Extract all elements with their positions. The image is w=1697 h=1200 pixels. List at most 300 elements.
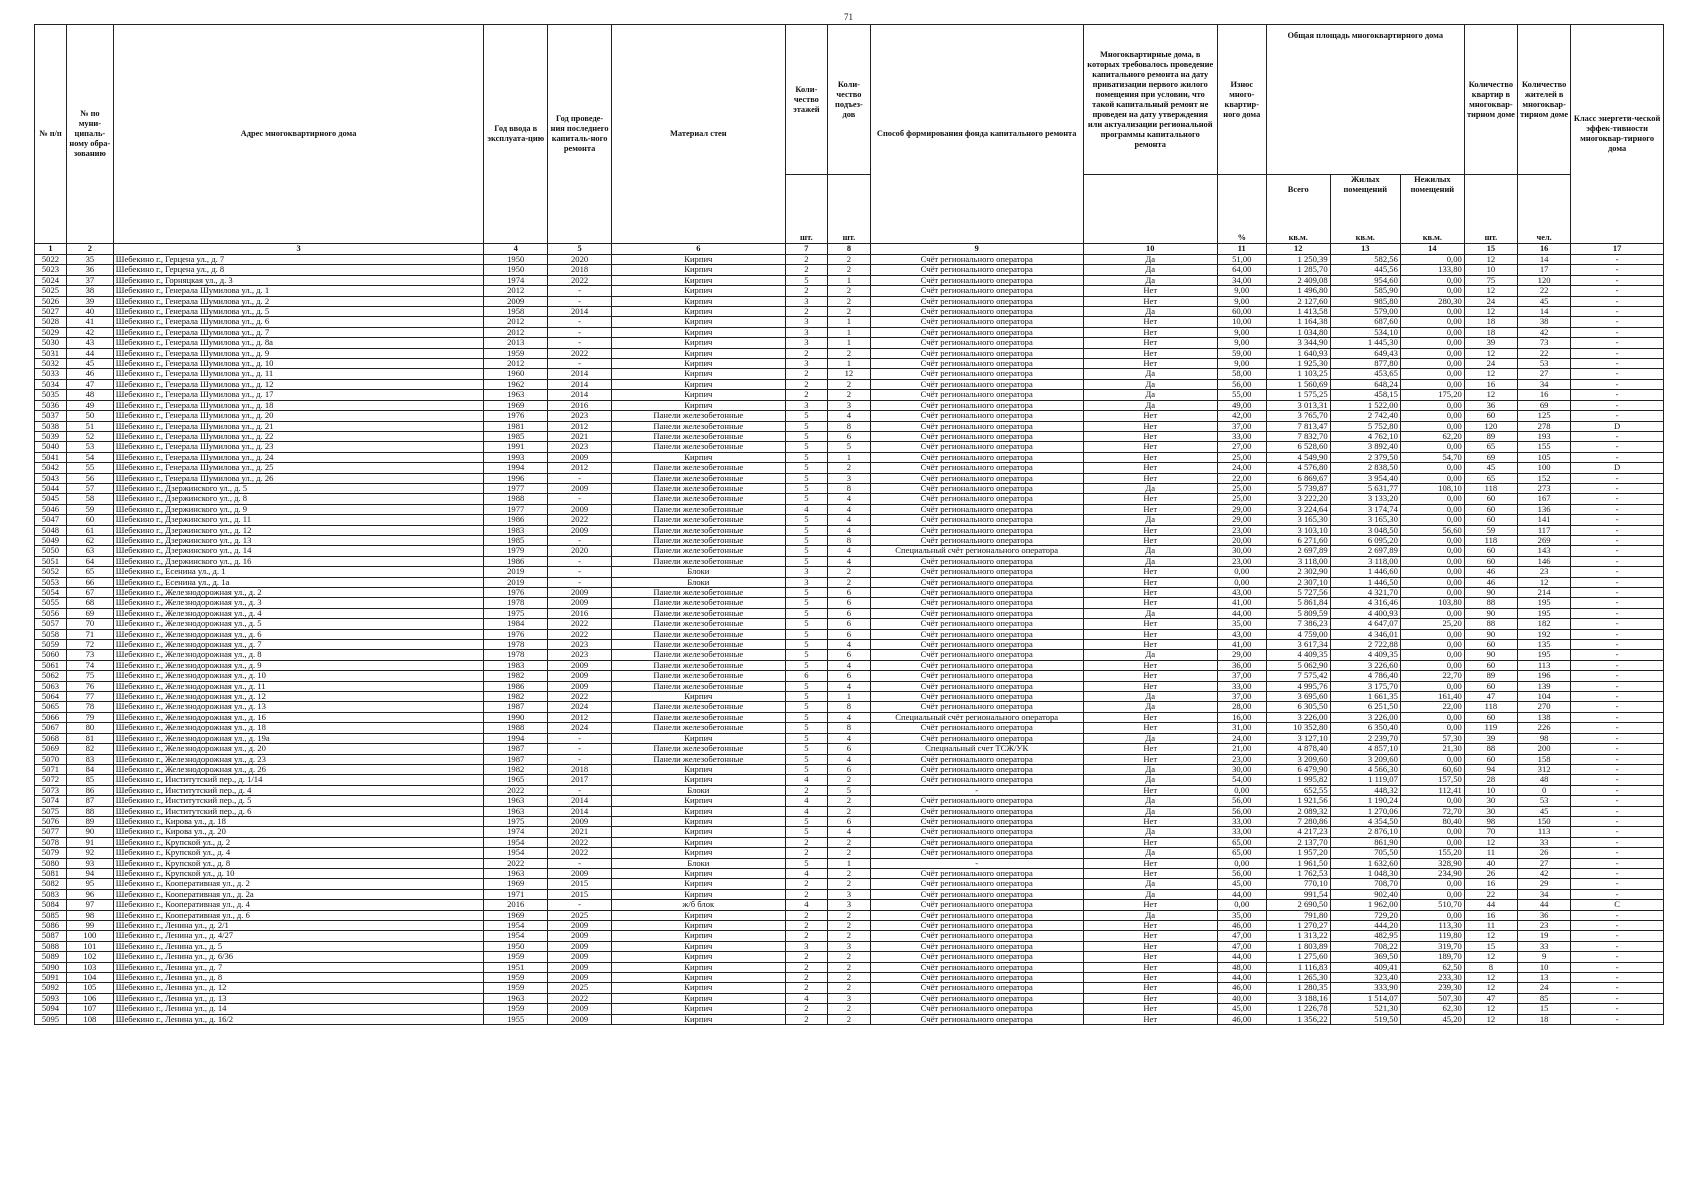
cell-wall-material: Кирпич bbox=[612, 962, 786, 972]
cell-apartments: 94 bbox=[1464, 764, 1517, 774]
cell-address: Шебекино г., Железнодорожная ул., д. 11 bbox=[113, 681, 484, 691]
cell-municipal-num: 35 bbox=[66, 255, 113, 265]
cell-last-repair: 2023 bbox=[548, 411, 612, 421]
cell-area-living: 3 226,00 bbox=[1330, 712, 1400, 722]
cell-municipal-num: 107 bbox=[66, 1004, 113, 1014]
cell-repair-required: Нет bbox=[1083, 431, 1217, 441]
cell-last-repair: 2022 bbox=[548, 275, 612, 285]
cell-fund-method: Счёт регионального оператора bbox=[870, 327, 1083, 337]
cell-row-num: 5059 bbox=[35, 640, 67, 650]
cell-area-total: 3 224,64 bbox=[1266, 504, 1330, 514]
cell-last-repair: 2021 bbox=[548, 827, 612, 837]
cell-year-built: 1977 bbox=[484, 504, 548, 514]
cell-repair-required: Да bbox=[1083, 546, 1217, 556]
cell-apartments: 16 bbox=[1464, 879, 1517, 889]
cell-area-living: 6 251,50 bbox=[1330, 702, 1400, 712]
cell-row-num: 5052 bbox=[35, 567, 67, 577]
cell-year-built: 1985 bbox=[484, 431, 548, 441]
cell-area-nonliving: 62,50 bbox=[1400, 962, 1464, 972]
cell-energy-class: - bbox=[1571, 931, 1664, 941]
unit-floors: шт. bbox=[785, 175, 828, 244]
cell-repair-required: Нет bbox=[1083, 411, 1217, 421]
cell-area-nonliving: 0,00 bbox=[1400, 411, 1464, 421]
cell-address: Шебекино г., Генерала Шумилова ул., д. 21 bbox=[113, 421, 484, 431]
cell-apartments: 60 bbox=[1464, 754, 1517, 764]
cell-repair-required: Нет bbox=[1083, 785, 1217, 795]
cell-apartments: 40 bbox=[1464, 858, 1517, 868]
cell-residents: 34 bbox=[1518, 379, 1571, 389]
cell-area-nonliving: 0,00 bbox=[1400, 327, 1464, 337]
cell-address: Шебекино г., Ленина ул., д. 13 bbox=[113, 993, 484, 1003]
cell-wall-material: Панели железобетонные bbox=[612, 504, 786, 514]
cell-floors: 5 bbox=[785, 275, 828, 285]
table-row bbox=[35, 764, 1664, 774]
cell-row-num: 5024 bbox=[35, 275, 67, 285]
cell-area-living: 579,00 bbox=[1330, 307, 1400, 317]
cell-area-total: 1 356,22 bbox=[1266, 1014, 1330, 1024]
cell-area-living: 1 048,30 bbox=[1330, 868, 1400, 878]
cell-area-living: 534,10 bbox=[1330, 327, 1400, 337]
unit-area-nonliving bbox=[1400, 175, 1464, 244]
cell-energy-class: - bbox=[1571, 473, 1664, 483]
cell-floors: 5 bbox=[785, 827, 828, 837]
cell-floors: 3 bbox=[785, 338, 828, 348]
cell-address: Шебекино г., Железнодорожная ул., д. 6 bbox=[113, 629, 484, 639]
cell-last-repair: 2009 bbox=[548, 483, 612, 493]
cell-municipal-num: 59 bbox=[66, 504, 113, 514]
page-number: 71 bbox=[844, 12, 853, 22]
cell-wear: 16,00 bbox=[1217, 712, 1266, 722]
cell-year-built: 1988 bbox=[484, 723, 548, 733]
cell-wear: 30,00 bbox=[1217, 546, 1266, 556]
cell-area-nonliving: 0,00 bbox=[1400, 660, 1464, 670]
cell-wall-material: Панели железобетонные bbox=[612, 754, 786, 764]
cell-municipal-num: 52 bbox=[66, 431, 113, 441]
cell-fund-method: Счёт регионального оператора bbox=[870, 692, 1083, 702]
cell-area-nonliving: 157,50 bbox=[1400, 775, 1464, 785]
cell-last-repair: - bbox=[548, 494, 612, 504]
cell-area-total: 3 209,60 bbox=[1266, 754, 1330, 764]
column-number: 17 bbox=[1571, 244, 1664, 255]
table-row bbox=[35, 296, 1664, 306]
cell-address: Шебекино г., Крупской ул., д. 10 bbox=[113, 868, 484, 878]
cell-repair-required: Нет bbox=[1083, 754, 1217, 764]
cell-repair-required: Да bbox=[1083, 764, 1217, 774]
cell-area-total: 1 313,22 bbox=[1266, 931, 1330, 941]
cell-floors: 5 bbox=[785, 588, 828, 598]
cell-apartments: 88 bbox=[1464, 598, 1517, 608]
cell-wall-material: Кирпич bbox=[612, 327, 786, 337]
cell-residents: 138 bbox=[1518, 712, 1571, 722]
table-body bbox=[35, 255, 1664, 1025]
cell-year-built: 1971 bbox=[484, 889, 548, 899]
cell-fund-method: Счёт регионального оператора bbox=[870, 525, 1083, 535]
cell-area-nonliving: 45,20 bbox=[1400, 1014, 1464, 1024]
cell-residents: 12 bbox=[1518, 577, 1571, 587]
cell-area-living: 648,24 bbox=[1330, 379, 1400, 389]
cell-year-built: 1996 bbox=[484, 473, 548, 483]
cell-row-num: 5078 bbox=[35, 837, 67, 847]
cell-row-num: 5036 bbox=[35, 400, 67, 410]
cell-area-nonliving: 133,80 bbox=[1400, 265, 1464, 275]
cell-address: Шебекино г., Генерала Шумилова ул., д. 20 bbox=[113, 411, 484, 421]
cell-area-living: 4 786,40 bbox=[1330, 671, 1400, 681]
cell-last-repair: 2012 bbox=[548, 463, 612, 473]
cell-wall-material: Кирпич bbox=[612, 452, 786, 462]
cell-area-living: 2 722,88 bbox=[1330, 640, 1400, 650]
cell-area-living: 1 445,30 bbox=[1330, 338, 1400, 348]
cell-year-built: 1986 bbox=[484, 556, 548, 566]
cell-residents: 143 bbox=[1518, 546, 1571, 556]
cell-row-num: 5040 bbox=[35, 442, 67, 452]
cell-repair-required: Нет bbox=[1083, 598, 1217, 608]
cell-fund-method: Счёт регионального оператора bbox=[870, 806, 1083, 816]
table-header bbox=[35, 25, 1664, 255]
cell-last-repair: 2009 bbox=[548, 525, 612, 535]
cell-residents: 36 bbox=[1518, 910, 1571, 920]
cell-entrances: 5 bbox=[828, 442, 871, 452]
cell-wear: 0,00 bbox=[1217, 567, 1266, 577]
cell-row-num: 5044 bbox=[35, 483, 67, 493]
cell-energy-class: - bbox=[1571, 317, 1664, 327]
cell-residents: 98 bbox=[1518, 733, 1571, 743]
cell-area-nonliving: 0,00 bbox=[1400, 608, 1464, 618]
cell-area-total: 2 127,60 bbox=[1266, 296, 1330, 306]
cell-row-num: 5081 bbox=[35, 868, 67, 878]
cell-entrances: 2 bbox=[828, 952, 871, 962]
cell-municipal-num: 72 bbox=[66, 640, 113, 650]
cell-row-num: 5037 bbox=[35, 411, 67, 421]
cell-energy-class: - bbox=[1571, 338, 1664, 348]
cell-year-built: 1959 bbox=[484, 983, 548, 993]
cell-wall-material: ж/б блок bbox=[612, 900, 786, 910]
cell-entrances: 2 bbox=[828, 390, 871, 400]
cell-year-built: 1962 bbox=[484, 379, 548, 389]
cell-energy-class: - bbox=[1571, 525, 1664, 535]
cell-fund-method: Счёт регионального оператора bbox=[870, 296, 1083, 306]
cell-repair-required: Нет bbox=[1083, 712, 1217, 722]
cell-energy-class: - bbox=[1571, 348, 1664, 358]
cell-address: Шебекино г., Генерала Шумилова ул., д. 1 bbox=[113, 286, 484, 296]
cell-address: Шебекино г., Дзержинского ул., д. 13 bbox=[113, 535, 484, 545]
cell-wall-material: Кирпич bbox=[612, 307, 786, 317]
cell-repair-required: Нет bbox=[1083, 286, 1217, 296]
cell-apartments: 12 bbox=[1464, 983, 1517, 993]
cell-area-total: 1 995,82 bbox=[1266, 775, 1330, 785]
cell-last-repair: 2009 bbox=[548, 1014, 612, 1024]
cell-wall-material: Панели железобетонные bbox=[612, 744, 786, 754]
cell-area-total: 2 089,32 bbox=[1266, 806, 1330, 816]
cell-area-total: 991,54 bbox=[1266, 889, 1330, 899]
cell-residents: 192 bbox=[1518, 629, 1571, 639]
cell-residents: 269 bbox=[1518, 535, 1571, 545]
cell-residents: 23 bbox=[1518, 921, 1571, 931]
cell-floors: 5 bbox=[785, 463, 828, 473]
cell-entrances: 2 bbox=[828, 848, 871, 858]
cell-address: Шебекино г., Железнодорожная ул., д. 7 bbox=[113, 640, 484, 650]
cell-residents: 13 bbox=[1518, 973, 1571, 983]
table-row bbox=[35, 712, 1664, 722]
table-row bbox=[35, 515, 1664, 525]
cell-residents: 226 bbox=[1518, 723, 1571, 733]
cell-year-built: 1963 bbox=[484, 993, 548, 1003]
cell-area-total: 4 549,90 bbox=[1266, 452, 1330, 462]
cell-area-total: 652,55 bbox=[1266, 785, 1330, 795]
cell-area-nonliving: 112,41 bbox=[1400, 785, 1464, 795]
cell-repair-required: Нет bbox=[1083, 962, 1217, 972]
cell-repair-required: Нет bbox=[1083, 588, 1217, 598]
cell-wall-material: Кирпич bbox=[612, 973, 786, 983]
cell-year-built: 1974 bbox=[484, 827, 548, 837]
cell-wear: 44,00 bbox=[1217, 608, 1266, 618]
cell-residents: 18 bbox=[1518, 1014, 1571, 1024]
column-number: 11 bbox=[1217, 244, 1266, 255]
cell-repair-required: Да bbox=[1083, 650, 1217, 660]
cell-residents: 278 bbox=[1518, 421, 1571, 431]
cell-address: Шебекино г., Генерала Шумилова ул., д. 9 bbox=[113, 348, 484, 358]
cell-address: Шебекино г., Генерала Шумилова ул., д. 7 bbox=[113, 327, 484, 337]
cell-wear: 35,00 bbox=[1217, 619, 1266, 629]
cell-row-num: 5066 bbox=[35, 712, 67, 722]
cell-energy-class: - bbox=[1571, 1004, 1664, 1014]
cell-year-built: 2012 bbox=[484, 286, 548, 296]
cell-fund-method: Счёт регионального оператора bbox=[870, 848, 1083, 858]
cell-apartments: 26 bbox=[1464, 868, 1517, 878]
cell-year-built: 2009 bbox=[484, 296, 548, 306]
cell-last-repair: 2018 bbox=[548, 265, 612, 275]
cell-last-repair: 2020 bbox=[548, 255, 612, 265]
cell-wear: 0,00 bbox=[1217, 858, 1266, 868]
cell-area-nonliving: 0,00 bbox=[1400, 889, 1464, 899]
cell-repair-required: Нет bbox=[1083, 577, 1217, 587]
cell-fund-method: Счёт регионального оператора bbox=[870, 941, 1083, 951]
cell-last-repair: 2022 bbox=[548, 515, 612, 525]
cell-row-num: 5035 bbox=[35, 390, 67, 400]
cell-repair-required: Да bbox=[1083, 848, 1217, 858]
cell-floors: 2 bbox=[785, 379, 828, 389]
cell-last-repair: 2023 bbox=[548, 650, 612, 660]
cell-floors: 5 bbox=[785, 744, 828, 754]
cell-floors: 3 bbox=[785, 327, 828, 337]
cell-address: Шебекино г., Кирова ул., д. 20 bbox=[113, 827, 484, 837]
cell-municipal-num: 85 bbox=[66, 775, 113, 785]
cell-wall-material: Кирпич bbox=[612, 764, 786, 774]
housing-register-table bbox=[34, 24, 1664, 1025]
cell-wall-material: Панели железобетонные bbox=[612, 556, 786, 566]
cell-row-num: 5084 bbox=[35, 900, 67, 910]
cell-wall-material: Кирпич bbox=[612, 889, 786, 899]
cell-entrances: 4 bbox=[828, 494, 871, 504]
cell-year-built: 1960 bbox=[484, 369, 548, 379]
cell-residents: 27 bbox=[1518, 858, 1571, 868]
table-row bbox=[35, 504, 1664, 514]
cell-wall-material: Кирпич bbox=[612, 806, 786, 816]
table-row bbox=[35, 640, 1664, 650]
cell-residents: 53 bbox=[1518, 796, 1571, 806]
cell-repair-required: Нет bbox=[1083, 941, 1217, 951]
cell-energy-class: - bbox=[1571, 868, 1664, 878]
cell-wall-material: Панели железобетонные bbox=[612, 463, 786, 473]
table-row bbox=[35, 431, 1664, 441]
cell-floors: 2 bbox=[785, 348, 828, 358]
unit-repair-required bbox=[1083, 175, 1217, 244]
table-row bbox=[35, 671, 1664, 681]
cell-fund-method: Счёт регионального оператора bbox=[870, 359, 1083, 369]
cell-repair-required: Нет bbox=[1083, 327, 1217, 337]
cell-entrances: 2 bbox=[828, 806, 871, 816]
cell-last-repair: 2014 bbox=[548, 307, 612, 317]
cell-residents: 150 bbox=[1518, 816, 1571, 826]
cell-wear: 9,00 bbox=[1217, 338, 1266, 348]
cell-fund-method: Счёт регионального оператора bbox=[870, 275, 1083, 285]
cell-entrances: 2 bbox=[828, 837, 871, 847]
cell-fund-method: Счёт регионального оператора bbox=[870, 910, 1083, 920]
cell-area-total: 1 921,56 bbox=[1266, 796, 1330, 806]
table-row bbox=[35, 723, 1664, 733]
cell-apartments: 120 bbox=[1464, 421, 1517, 431]
cell-area-nonliving: 0,00 bbox=[1400, 275, 1464, 285]
cell-area-total: 791,80 bbox=[1266, 910, 1330, 920]
cell-area-nonliving: 56,60 bbox=[1400, 525, 1464, 535]
cell-last-repair: - bbox=[548, 556, 612, 566]
column-number: 6 bbox=[612, 244, 786, 255]
cell-area-total: 3 103,10 bbox=[1266, 525, 1330, 535]
cell-entrances: 6 bbox=[828, 764, 871, 774]
cell-area-nonliving: 0,00 bbox=[1400, 286, 1464, 296]
cell-floors: 2 bbox=[785, 952, 828, 962]
cell-address: Шебекино г., Железнодорожная ул., д. 3 bbox=[113, 598, 484, 608]
cell-last-repair: - bbox=[548, 733, 612, 743]
cell-repair-required: Да bbox=[1083, 400, 1217, 410]
cell-energy-class: - bbox=[1571, 546, 1664, 556]
cell-year-built: 1963 bbox=[484, 390, 548, 400]
cell-year-built: 1984 bbox=[484, 619, 548, 629]
col-header-area-nonliving: Нежилых помещений bbox=[1410, 175, 1455, 194]
table-row bbox=[35, 785, 1664, 795]
cell-floors: 3 bbox=[785, 941, 828, 951]
cell-floors: 2 bbox=[785, 286, 828, 296]
cell-fund-method: Счёт регионального оператора bbox=[870, 650, 1083, 660]
cell-address: Шебекино г., Генерала Шумилова ул., д. 25 bbox=[113, 463, 484, 473]
cell-entrances: 2 bbox=[828, 265, 871, 275]
cell-apartments: 44 bbox=[1464, 900, 1517, 910]
cell-fund-method: Счёт регионального оператора bbox=[870, 452, 1083, 462]
cell-repair-required: Нет bbox=[1083, 952, 1217, 962]
cell-last-repair: 2025 bbox=[548, 983, 612, 993]
cell-last-repair: - bbox=[548, 359, 612, 369]
table-row bbox=[35, 910, 1664, 920]
cell-row-num: 5046 bbox=[35, 504, 67, 514]
cell-last-repair: 2022 bbox=[548, 837, 612, 847]
cell-energy-class: - bbox=[1571, 941, 1664, 951]
cell-apartments: 46 bbox=[1464, 577, 1517, 587]
cell-residents: 42 bbox=[1518, 327, 1571, 337]
cell-apartments: 28 bbox=[1464, 775, 1517, 785]
cell-wall-material: Кирпич bbox=[612, 848, 786, 858]
cell-row-num: 5033 bbox=[35, 369, 67, 379]
cell-apartments: 65 bbox=[1464, 442, 1517, 452]
cell-floors: 5 bbox=[785, 421, 828, 431]
cell-fund-method: Счёт регионального оператора bbox=[870, 442, 1083, 452]
cell-address: Шебекино г., Генерала Шумилова ул., д. 22 bbox=[113, 431, 484, 441]
cell-area-total: 7 386,23 bbox=[1266, 619, 1330, 629]
cell-area-total: 5 727,56 bbox=[1266, 588, 1330, 598]
cell-fund-method: Счёт регионального оператора bbox=[870, 952, 1083, 962]
cell-wear: 0,00 bbox=[1217, 785, 1266, 795]
cell-floors: 3 bbox=[785, 317, 828, 327]
cell-area-total: 2 137,70 bbox=[1266, 837, 1330, 847]
table-row bbox=[35, 307, 1664, 317]
cell-repair-required: Да bbox=[1083, 265, 1217, 275]
cell-fund-method: Счёт регионального оператора bbox=[870, 889, 1083, 899]
cell-municipal-num: 45 bbox=[66, 359, 113, 369]
cell-fund-method: Счёт регионального оператора bbox=[870, 962, 1083, 972]
cell-municipal-num: 81 bbox=[66, 733, 113, 743]
cell-entrances: 2 bbox=[828, 910, 871, 920]
cell-row-num: 5093 bbox=[35, 993, 67, 1003]
cell-wall-material: Панели железобетонные bbox=[612, 588, 786, 598]
cell-repair-required: Нет bbox=[1083, 317, 1217, 327]
cell-energy-class: - bbox=[1571, 952, 1664, 962]
cell-repair-required: Нет bbox=[1083, 452, 1217, 462]
cell-row-num: 5053 bbox=[35, 577, 67, 587]
unit-entrances: шт. bbox=[828, 175, 871, 244]
cell-repair-required: Нет bbox=[1083, 660, 1217, 670]
cell-wear: 23,00 bbox=[1217, 754, 1266, 764]
cell-year-built: 1955 bbox=[484, 1014, 548, 1024]
cell-residents: 44 bbox=[1518, 900, 1571, 910]
cell-wall-material: Кирпич bbox=[612, 255, 786, 265]
cell-wall-material: Кирпич bbox=[612, 296, 786, 306]
cell-year-built: 2012 bbox=[484, 359, 548, 369]
cell-repair-required: Нет bbox=[1083, 681, 1217, 691]
cell-apartments: 39 bbox=[1464, 733, 1517, 743]
cell-entrances: 4 bbox=[828, 827, 871, 837]
cell-area-total: 6 305,50 bbox=[1266, 702, 1330, 712]
cell-wear: 29,00 bbox=[1217, 515, 1266, 525]
cell-area-total: 6 528,60 bbox=[1266, 442, 1330, 452]
cell-residents: 85 bbox=[1518, 993, 1571, 1003]
cell-row-num: 5086 bbox=[35, 921, 67, 931]
cell-municipal-num: 108 bbox=[66, 1014, 113, 1024]
cell-municipal-num: 43 bbox=[66, 338, 113, 348]
cell-residents: 26 bbox=[1518, 848, 1571, 858]
cell-row-num: 5070 bbox=[35, 754, 67, 764]
cell-year-built: 1950 bbox=[484, 255, 548, 265]
col-header-wear: Износ много-квартир-ного дома bbox=[1217, 25, 1266, 175]
table-row bbox=[35, 702, 1664, 712]
cell-area-total: 3 118,00 bbox=[1266, 556, 1330, 566]
cell-wall-material: Кирпич bbox=[612, 931, 786, 941]
cell-area-nonliving: 0,00 bbox=[1400, 463, 1464, 473]
cell-energy-class: - bbox=[1571, 400, 1664, 410]
cell-wall-material: Блоки bbox=[612, 785, 786, 795]
cell-wear: 56,00 bbox=[1217, 806, 1266, 816]
cell-wear: 43,00 bbox=[1217, 629, 1266, 639]
cell-last-repair: - bbox=[548, 286, 612, 296]
cell-repair-required: Нет bbox=[1083, 993, 1217, 1003]
cell-year-built: 1959 bbox=[484, 1004, 548, 1014]
cell-repair-required: Нет bbox=[1083, 900, 1217, 910]
cell-wear: 37,00 bbox=[1217, 671, 1266, 681]
cell-wear: 23,00 bbox=[1217, 556, 1266, 566]
cell-entrances: 4 bbox=[828, 504, 871, 514]
cell-area-living: 1 446,60 bbox=[1330, 567, 1400, 577]
cell-apartments: 98 bbox=[1464, 816, 1517, 826]
cell-floors: 2 bbox=[785, 265, 828, 275]
cell-address: Шебекино г., Железнодорожная ул., д. 10 bbox=[113, 671, 484, 681]
cell-municipal-num: 80 bbox=[66, 723, 113, 733]
